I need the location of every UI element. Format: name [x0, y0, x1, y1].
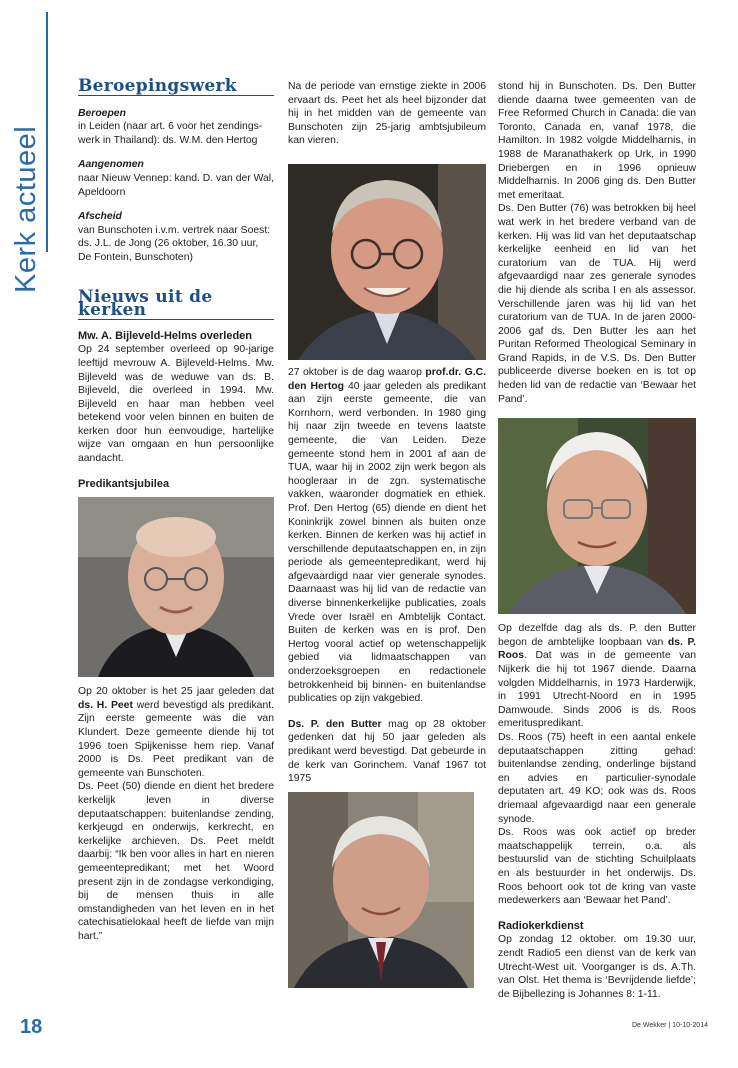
butter-intro: Ds. P. den Butter mag op 28 oktober gedenken dat hij 50 jaar geleden als predikant werd bevestigd. Dat gebeurde in de kerk van Gorinchem. Vanaf 1967 tot 1975 [288, 718, 486, 785]
publication-info: De Wekker | 10-10-2014 [631, 1022, 708, 1029]
roos-text-1: Op dezelfde dag als ds. P. den Butter begon de ambtelijke loopbaan van ds. P. Roos. Dat was in de gemeente van Nijkerk die hij tot 1967 diende. Daarna volgden Middelharnis, in 1973 Harderwijk, in 1991 Utrecht-Noord en in 1995 Damwoude. Sinds 2006 is ds. Roos emerituspredikant. [498, 623, 696, 730]
column-2 [288, 80, 486, 988]
butter-text-2: Ds. Den Butter (76) was betrokken bij heel wat werk in het bredere verband van de kerken. Hij was lid van het deputaatschap kerkelijke eenheid en lid van het curatorium van de TUA. Hij werd afgevaardigd naar zes generale synodes die hij diende als scriba I en als assessor. Verschillende jaren was hij lid van het curatorium van de TUA. In de jaren 2000-2006 gaf ds. Den Butter les aan het Puritan Reformed Theological Seminary in Grand Rapids, in de V.S. Ds. Den Butter publiceerde diverse boeken en is tot op heden lid van de redactie van ‘Bewaar het Pand’. [498, 203, 696, 405]
beroepen-text: in Leiden (naar art. 6 voor het zendings-werk in Thailand): ds. W.M. den Hertog [78, 121, 263, 146]
afscheid-label: Afscheid [78, 211, 122, 223]
section-label: Kerk actueel [10, 125, 42, 293]
peet-text-2: Ds. Peet (50) diende en dient het bredere kerkelijk leven in diverse deputaatschappen: buitenlandse zending, kerkjeugd en onderwijs, kerkrecht, en kerkelijke archieven. Ds. Peet meldt daarbij: “Ik ben voor alles in hart en nieren gemeentepredikant; met het Woord present zijn in de zondagse verkondiging, bij de mensen thuis in alle omstandigheden van het leven en in het catechisatielokaal heeft de liefde van mijn hart.” [78, 781, 274, 942]
radio-text: Op zondag 12 oktober. om 19.30 uur, zendt Radio5 een dienst van de kerk van Utrecht-West uit. Voorganger is ds. A.Th. van Olst. Het thema is ‘Bevrijdende liefde’; de Bijbellezing is Johannes 8: 1-11. [498, 934, 696, 1000]
hertog-text: 27 oktober is de dag waarop prof.dr. G.C. den Hertog 40 jaar geleden als predikant aan zijn eerste gemeente, die van Kornhorn, werd verbonden. In 1980 ging hij naar zijn tweede en tevens laatste gemeente, die van Leiden. Deze gemeente stond hem in 2001 af aan de TUA, waar hij in 2002 zijn werk begon als hoogleraar in de zgn. systematische vakken, waaronder dogmatiek en ethiek. Prof. Den Hertog (65) diende en dient het Koninkrijk zowel binnen als buiten onze kerken. Binnen de kerken was hij actief in verschillende deputaatschappen en, in zijn periode als gemeentepredikant, werd hij afgevaardigd naar vier generale synodes. Daarnaast was hij lid van de redactie van diverse binnenkerkelijke publicaties, zoals Vrede over Israël en Ambtelijk Contact. Buiten de kerken was en is prof. Den Hertog vooral actief op wetenschappelijk gebied via lidmaatschappen van onderzoeksgroepen en redactionele betrokkenheid bij binnen- en buitenlandse publicaties op zijn vakgebied. [288, 366, 487, 705]
aangenomen-label: Aangenomen [78, 159, 144, 171]
radio-title: Radiokerkdienst [498, 919, 584, 932]
peet-text-3: Na de periode van ernstige ziekte in 2006 ervaart ds. Peet het als heel bijzonder dat hij in het midden van de gemeente van Bunschoten zijn 25-jarig ambtsjubileum kan vieren. [288, 81, 486, 147]
photo-prof-den-hertog [288, 164, 486, 360]
jubilea-title: Predikantsjubilea [78, 477, 170, 490]
section-rule [46, 12, 48, 252]
column-1 [78, 76, 274, 944]
nieuws-heading: Nieuws uit de kerken [78, 291, 274, 320]
beroepen-label: Beroepen [78, 107, 126, 119]
photo-ds-peet [78, 497, 274, 677]
afscheid-text: van Bunschoten i.v.m. vertrek naar Soest: ds. J.L. de Jong (26 oktober, 16.30 uur, De Fontein, Bunschoten) [78, 224, 271, 263]
aangenomen-text: naar Nieuw Vennep: kand. D. van der Wal, Apeldoorn [78, 172, 274, 198]
butter-text-1: stond hij in Bunschoten. Ds. Den Butter diende daarna twee gemeenten van de Free Reformed Church in Canada: die van Toronto, Canada en, vanaf 1978, die Hamilton. In 1982 volgde Middelharnis, in 1988 de Maranathakerk op Urk, in 1990 Driebergen en in 1996 opnieuw Middelharnis. In 2006 ging ds. Den Butter met emeritaat. [498, 81, 696, 201]
roos-text-2: Ds. Roos (75) heeft in een aantal enkele deputaatschappen zitting gehad: buitenlandse zending, onderlinge bijstand en advies en particulier-synodale deputaten art. 49 KO; ook was ds. Roos driemaal afgevaardigd naar een generale synode. [498, 732, 696, 825]
overleden-text: Op 24 september overleed op 90-jarige leeftijd mevrouw A. Bijleveld-Helms. Mw. Bijleveld was de weduwe van ds. B. Bijleveld, die overleed in 1994. Mw. Bijleveld en haar man hebben veel betekend voor velen binnen en buiten de kerken door hun eenvoudige, hartelijke wijze van omgaan en hun persoonlijke aandacht. [78, 344, 274, 465]
overleden-title: Mw. A. Bijleveld-Helms overleden [78, 329, 253, 342]
beroepingswerk-heading: Beroepingswerk [78, 80, 274, 96]
photo-ds-roos [498, 418, 696, 614]
column-3 [498, 80, 696, 1001]
roos-text-3: Ds. Roos was ook actief op breder maatschappelijk terrein, o.a. als bestuurslid van de stichting Schuilplaats en als bestuurder in het onderwijs. Ds. Roos behoort ook tot de kring van vaste medewerkers aan ‘Bewaar het Pand’. [498, 827, 696, 907]
photo-ds-den-butter [288, 792, 474, 988]
page-number: 18 [20, 1016, 43, 1038]
peet-intro: Op 20 oktober is het 25 jaar geleden dat ds. H. Peet werd bevestigd als predikant. Zijn eerste gemeente was die van Klundert. Deze gemeente diende hij tot 1996 toen Spijkenisse hem riep. Vanaf 2000 is Ds. Peet predikant van de gemeente van Bunschoten. [78, 686, 274, 779]
